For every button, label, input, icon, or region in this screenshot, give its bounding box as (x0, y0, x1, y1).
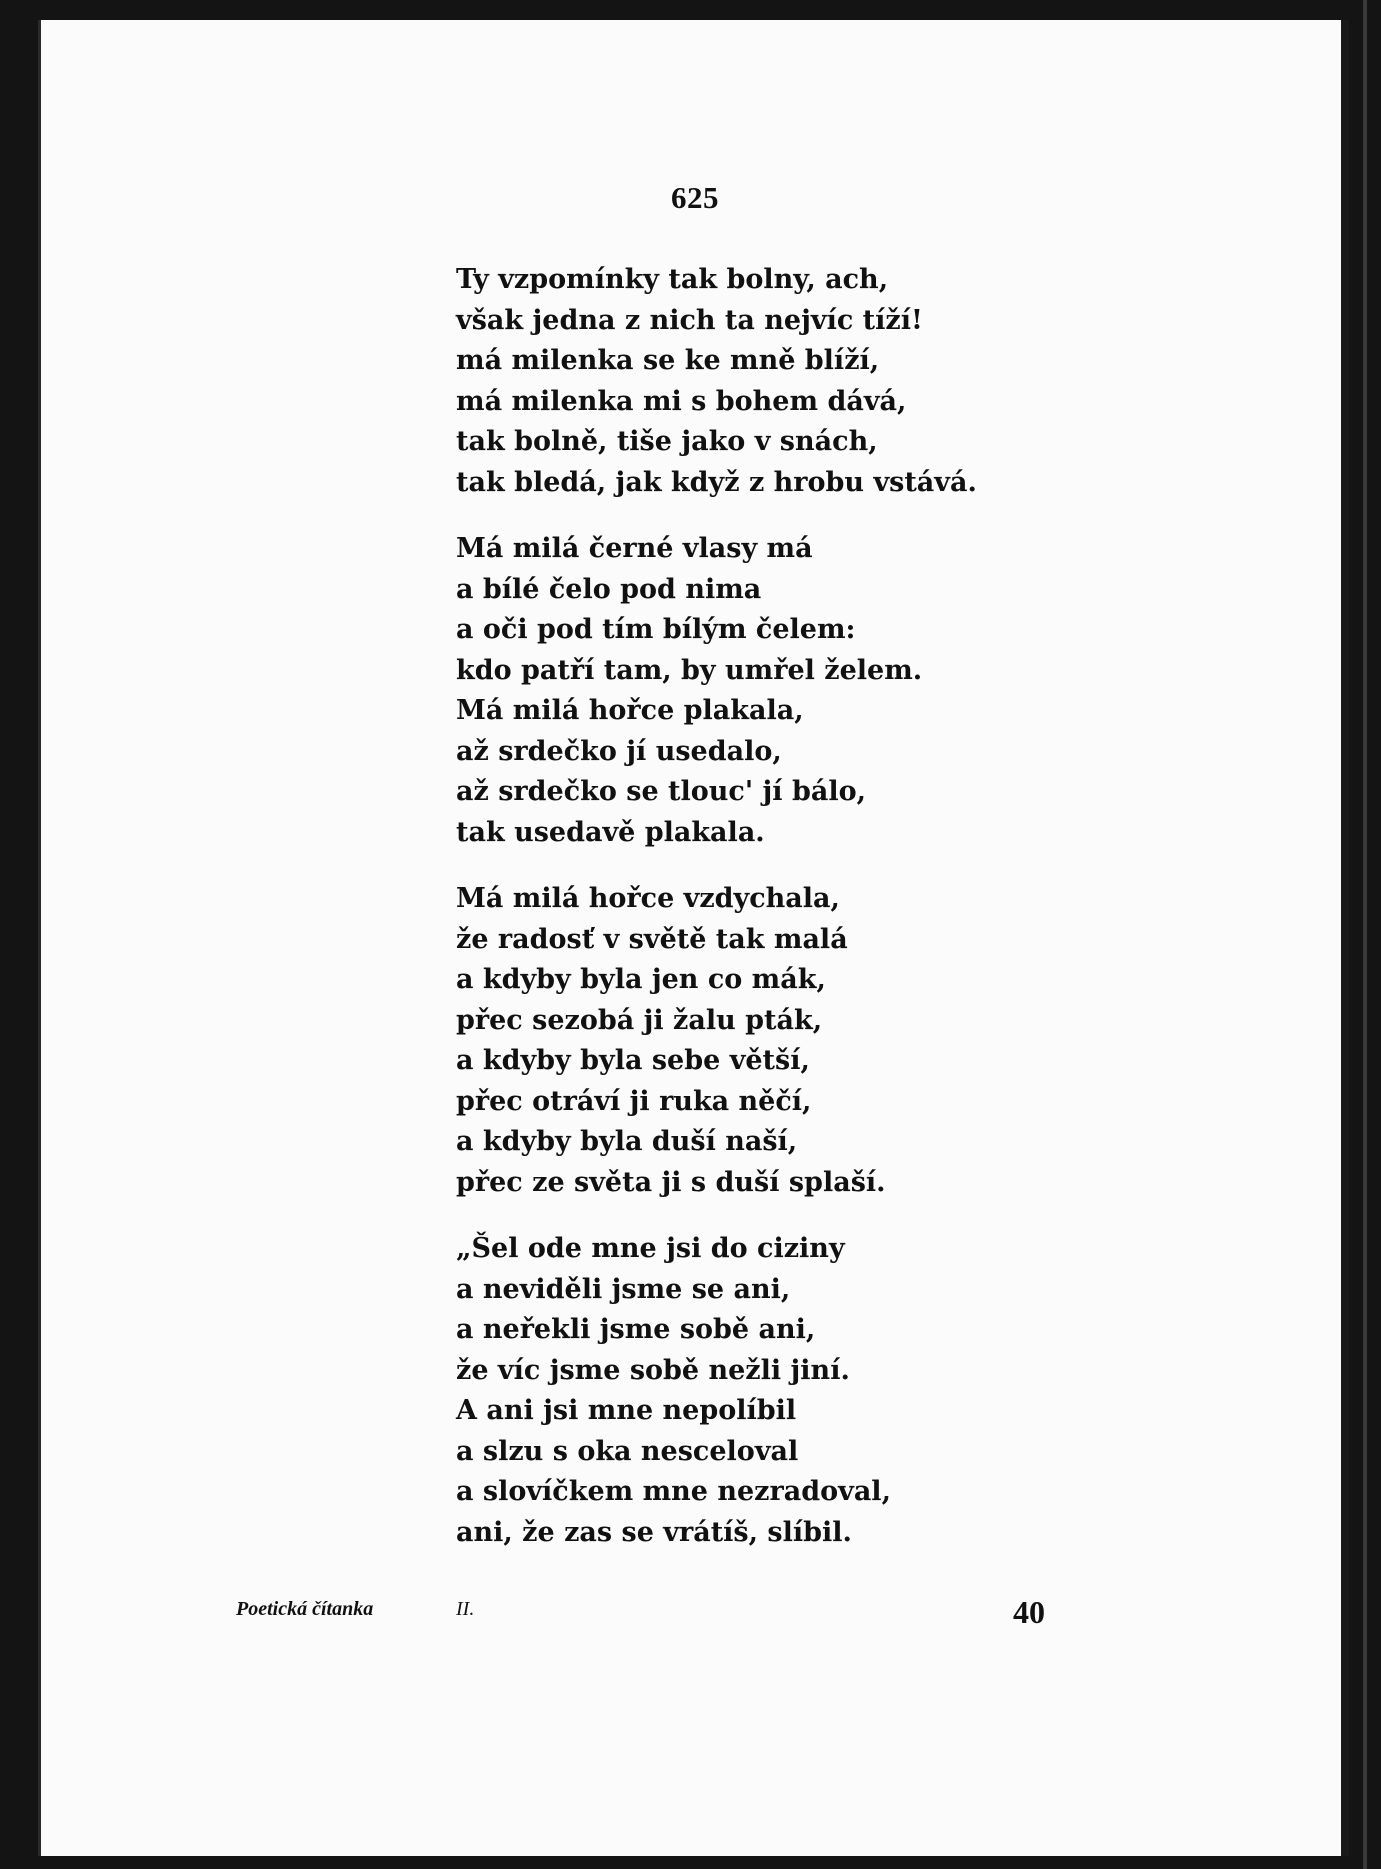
verse-line: a kdyby byla duší naší, (456, 1126, 798, 1157)
stanza (456, 1229, 1096, 1553)
verse-line: a bílé čelo pod nima (456, 573, 762, 605)
verse-line: Ty vzpomínky tak bolny, ach, (456, 264, 889, 295)
book-page (38, 20, 1349, 1856)
stanza (456, 879, 1096, 1203)
verse-line: a oči pod tím bílým čelem: (456, 614, 856, 645)
verse-line: tak bolně, tiše jako v snách, (456, 426, 878, 457)
verse-line: a slovíčkem mne nezradoval, (456, 1476, 891, 1507)
verse-line: až srdečko se tlouc' jí bálo, (456, 776, 866, 807)
poem (456, 260, 1096, 1579)
verse-line: že radosť v světě tak malá (456, 923, 848, 955)
verse-line: Má milá hořce plakala, (456, 695, 804, 726)
verse-line: kdo patří tam, by umřel želem. (456, 654, 923, 686)
verse-line: tak usedavě plakala. (456, 816, 765, 848)
footer-volume-signature: II. (456, 1598, 475, 1620)
page-number: 625 (671, 180, 719, 215)
footer-book-title: Poetická čítanka (236, 1598, 374, 1620)
verse-line: přec sezobá ji žalu pták, (456, 1004, 823, 1036)
verse-line: a slzu s oka nesceloval (456, 1435, 799, 1467)
verse-line: Má milá černé vlasy má (456, 533, 813, 564)
verse-line: ani, že zas se vrátíš, slíbil. (456, 1516, 852, 1548)
verse-line: má milenka mi s bohem dává, (456, 385, 907, 417)
footer-sheet-number: 40 (1013, 1594, 1045, 1630)
verse-line: však jedna z nich ta nejvíc tíží! (456, 304, 923, 336)
verse-line: přec otráví ji ruka něčí, (456, 1085, 812, 1117)
page-edge-shadow (1363, 0, 1367, 1869)
stanza (456, 529, 1096, 853)
verse-line: přec ze světa ji s duší splaší. (456, 1166, 886, 1198)
verse-line: a neviděli jsme se ani, (456, 1273, 791, 1305)
verse-line: až srdečko jí usedalo, (456, 735, 782, 767)
verse-line: A ani jsi mne nepolíbil (456, 1395, 797, 1426)
verse-line: a kdyby byla jen co mák, (456, 964, 826, 995)
verse-line: má milenka se ke mně blíží, (456, 345, 880, 376)
verse-line: tak bledá, jak když z hrobu vstává. (456, 466, 977, 498)
verse-line: že víc jsme sobě nežli jiní. (456, 1354, 850, 1386)
verse-line: „Šel ode mne jsi do ciziny (456, 1233, 845, 1264)
stanza (456, 260, 1096, 503)
verse-line: a kdyby byla sebe větší, (456, 1045, 810, 1076)
verse-line: a neřekli jsme sobě ani, (456, 1314, 816, 1345)
verse-line: Má milá hořce vzdychala, (456, 883, 840, 914)
